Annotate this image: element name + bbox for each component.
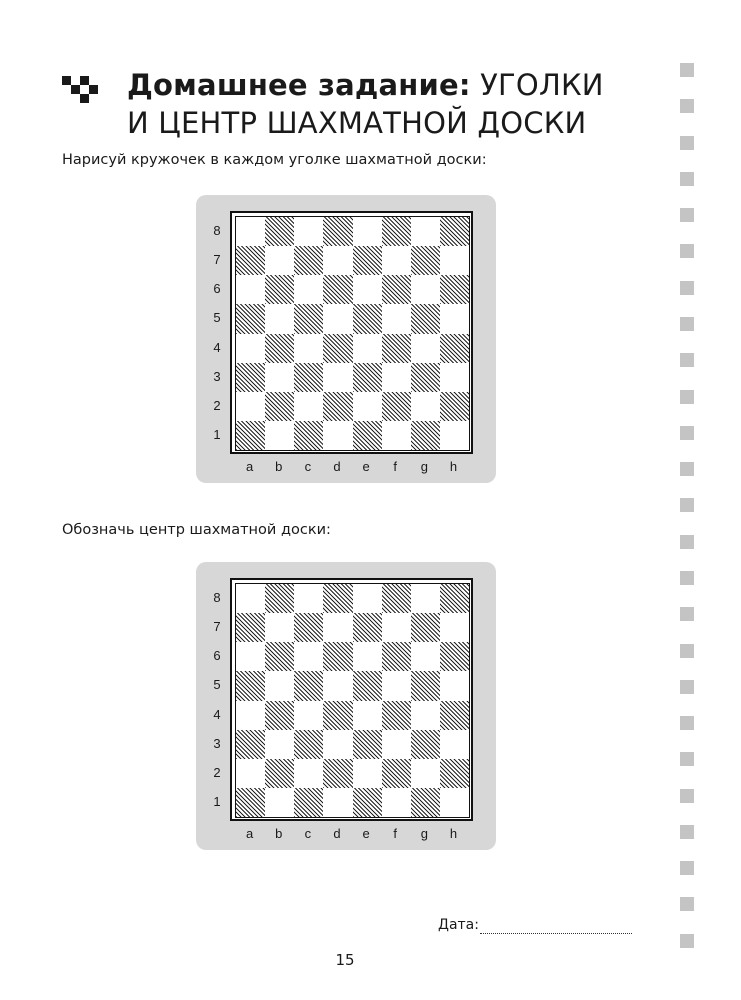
square-e1 bbox=[353, 788, 382, 817]
side-square bbox=[680, 680, 694, 694]
square-b7 bbox=[265, 246, 294, 275]
square-e1 bbox=[353, 421, 382, 450]
square-b6 bbox=[265, 275, 294, 304]
side-square bbox=[680, 390, 694, 404]
rank-label: 2 bbox=[213, 764, 221, 780]
square-h3 bbox=[440, 730, 469, 759]
side-square bbox=[680, 136, 694, 150]
square-e8 bbox=[353, 217, 382, 246]
side-square bbox=[680, 897, 694, 911]
square-b3 bbox=[265, 363, 294, 392]
square-d5 bbox=[323, 671, 352, 700]
square-g6 bbox=[411, 642, 440, 671]
file-labels bbox=[235, 457, 468, 475]
side-square bbox=[680, 353, 694, 367]
square-h1 bbox=[440, 421, 469, 450]
title-line1-rest: УГОЛКИ bbox=[480, 68, 604, 102]
file-label: d bbox=[333, 458, 341, 474]
square-b2 bbox=[265, 759, 294, 788]
square-d7 bbox=[323, 613, 352, 642]
square-h3 bbox=[440, 363, 469, 392]
square-d3 bbox=[323, 363, 352, 392]
side-square bbox=[680, 571, 694, 585]
square-c5 bbox=[294, 304, 323, 333]
file-label: g bbox=[420, 825, 428, 841]
chessboard-2 bbox=[196, 562, 496, 850]
square-g2 bbox=[411, 759, 440, 788]
file-label: f bbox=[393, 458, 397, 474]
checker-logo-icon bbox=[62, 76, 100, 104]
square-c6 bbox=[294, 642, 323, 671]
square-g2 bbox=[411, 392, 440, 421]
square-c6 bbox=[294, 275, 323, 304]
square-a5 bbox=[236, 671, 265, 700]
square-f6 bbox=[382, 275, 411, 304]
square-c8 bbox=[294, 584, 323, 613]
square-h8 bbox=[440, 217, 469, 246]
board-grid bbox=[235, 583, 470, 818]
square-h1 bbox=[440, 788, 469, 817]
rank-label: 1 bbox=[213, 793, 221, 809]
square-b2 bbox=[265, 392, 294, 421]
square-h4 bbox=[440, 701, 469, 730]
square-a1 bbox=[236, 788, 265, 817]
square-b5 bbox=[265, 671, 294, 700]
square-g7 bbox=[411, 613, 440, 642]
square-c3 bbox=[294, 730, 323, 759]
square-f2 bbox=[382, 759, 411, 788]
side-square bbox=[680, 861, 694, 875]
page-title bbox=[127, 66, 604, 142]
square-b1 bbox=[265, 788, 294, 817]
side-square bbox=[680, 426, 694, 440]
file-label: c bbox=[304, 825, 312, 841]
file-label: g bbox=[420, 458, 428, 474]
side-square bbox=[680, 208, 694, 222]
board-grid bbox=[235, 216, 470, 451]
rank-labels bbox=[210, 583, 224, 816]
square-a2 bbox=[236, 392, 265, 421]
file-label: e bbox=[362, 825, 370, 841]
square-c7 bbox=[294, 613, 323, 642]
square-g4 bbox=[411, 334, 440, 363]
square-d1 bbox=[323, 788, 352, 817]
square-a3 bbox=[236, 730, 265, 759]
square-c4 bbox=[294, 334, 323, 363]
square-a8 bbox=[236, 584, 265, 613]
square-e7 bbox=[353, 246, 382, 275]
side-square bbox=[680, 63, 694, 77]
square-f4 bbox=[382, 334, 411, 363]
side-square bbox=[680, 789, 694, 803]
side-square bbox=[680, 99, 694, 113]
file-labels bbox=[235, 824, 468, 842]
rank-label: 4 bbox=[213, 339, 221, 355]
task-1-instruction: Нарисуй кружочек в каждом уголке шахматной доски: bbox=[62, 152, 487, 168]
square-d1 bbox=[323, 421, 352, 450]
square-h7 bbox=[440, 246, 469, 275]
square-f1 bbox=[382, 421, 411, 450]
date-input-line[interactable] bbox=[480, 933, 632, 934]
square-d6 bbox=[323, 275, 352, 304]
square-h6 bbox=[440, 275, 469, 304]
side-square bbox=[680, 498, 694, 512]
square-a6 bbox=[236, 642, 265, 671]
side-square bbox=[680, 281, 694, 295]
square-g4 bbox=[411, 701, 440, 730]
square-a5 bbox=[236, 304, 265, 333]
file-label: a bbox=[245, 458, 254, 474]
square-f3 bbox=[382, 730, 411, 759]
square-f4 bbox=[382, 701, 411, 730]
file-label: h bbox=[449, 825, 458, 841]
rank-label: 3 bbox=[213, 735, 221, 751]
square-d4 bbox=[323, 334, 352, 363]
square-e4 bbox=[353, 701, 382, 730]
square-f6 bbox=[382, 642, 411, 671]
title-bold-part: Домашнее задание: bbox=[127, 68, 471, 102]
square-b5 bbox=[265, 304, 294, 333]
board-frame bbox=[230, 211, 473, 454]
square-d4 bbox=[323, 701, 352, 730]
square-b6 bbox=[265, 642, 294, 671]
square-d5 bbox=[323, 304, 352, 333]
side-square bbox=[680, 934, 694, 948]
side-square bbox=[680, 535, 694, 549]
square-e5 bbox=[353, 304, 382, 333]
side-square bbox=[680, 716, 694, 730]
square-c4 bbox=[294, 701, 323, 730]
square-d8 bbox=[323, 584, 352, 613]
square-g5 bbox=[411, 304, 440, 333]
square-a2 bbox=[236, 759, 265, 788]
rank-label: 1 bbox=[213, 426, 221, 442]
file-label: d bbox=[333, 825, 341, 841]
square-f8 bbox=[382, 584, 411, 613]
side-square bbox=[680, 752, 694, 766]
square-g8 bbox=[411, 217, 440, 246]
square-b8 bbox=[265, 584, 294, 613]
square-c3 bbox=[294, 363, 323, 392]
side-decoration-strip bbox=[680, 63, 694, 948]
square-g7 bbox=[411, 246, 440, 275]
file-label: e bbox=[362, 458, 370, 474]
square-h2 bbox=[440, 759, 469, 788]
square-d7 bbox=[323, 246, 352, 275]
square-h2 bbox=[440, 392, 469, 421]
file-label: h bbox=[449, 458, 458, 474]
square-e6 bbox=[353, 642, 382, 671]
square-d8 bbox=[323, 217, 352, 246]
square-d6 bbox=[323, 642, 352, 671]
square-h7 bbox=[440, 613, 469, 642]
file-label: b bbox=[275, 825, 283, 841]
square-g3 bbox=[411, 730, 440, 759]
square-d3 bbox=[323, 730, 352, 759]
square-a1 bbox=[236, 421, 265, 450]
task-2-instruction: Обозначь центр шахматной доски: bbox=[62, 522, 331, 538]
square-e3 bbox=[353, 363, 382, 392]
side-square bbox=[680, 644, 694, 658]
square-c8 bbox=[294, 217, 323, 246]
square-f5 bbox=[382, 671, 411, 700]
file-label: b bbox=[275, 458, 283, 474]
square-b4 bbox=[265, 334, 294, 363]
square-a7 bbox=[236, 613, 265, 642]
square-b7 bbox=[265, 613, 294, 642]
square-f2 bbox=[382, 392, 411, 421]
rank-label: 4 bbox=[213, 706, 221, 722]
square-c1 bbox=[294, 421, 323, 450]
rank-label: 5 bbox=[213, 310, 221, 326]
rank-label: 6 bbox=[213, 648, 221, 664]
square-g1 bbox=[411, 788, 440, 817]
square-b8 bbox=[265, 217, 294, 246]
square-h8 bbox=[440, 584, 469, 613]
square-a3 bbox=[236, 363, 265, 392]
square-g5 bbox=[411, 671, 440, 700]
square-g3 bbox=[411, 363, 440, 392]
square-c1 bbox=[294, 788, 323, 817]
square-g1 bbox=[411, 421, 440, 450]
square-e8 bbox=[353, 584, 382, 613]
date-label: Дата: bbox=[438, 917, 479, 933]
side-square bbox=[680, 244, 694, 258]
square-c7 bbox=[294, 246, 323, 275]
rank-label: 5 bbox=[213, 677, 221, 693]
rank-label: 6 bbox=[213, 281, 221, 297]
square-b4 bbox=[265, 701, 294, 730]
rank-label: 7 bbox=[213, 619, 221, 635]
square-a4 bbox=[236, 701, 265, 730]
square-h5 bbox=[440, 304, 469, 333]
square-a7 bbox=[236, 246, 265, 275]
square-g8 bbox=[411, 584, 440, 613]
file-label: f bbox=[393, 825, 397, 841]
square-f3 bbox=[382, 363, 411, 392]
square-d2 bbox=[323, 759, 352, 788]
square-h6 bbox=[440, 642, 469, 671]
side-square bbox=[680, 462, 694, 476]
square-d2 bbox=[323, 392, 352, 421]
square-e3 bbox=[353, 730, 382, 759]
square-f8 bbox=[382, 217, 411, 246]
file-label: a bbox=[245, 825, 254, 841]
rank-label: 2 bbox=[213, 397, 221, 413]
rank-label: 8 bbox=[213, 223, 221, 239]
square-a4 bbox=[236, 334, 265, 363]
square-h4 bbox=[440, 334, 469, 363]
square-g6 bbox=[411, 275, 440, 304]
rank-label: 8 bbox=[213, 590, 221, 606]
square-b1 bbox=[265, 421, 294, 450]
rank-label: 7 bbox=[213, 252, 221, 268]
square-h5 bbox=[440, 671, 469, 700]
side-square bbox=[680, 607, 694, 621]
page-number: 15 bbox=[335, 951, 355, 969]
file-label: c bbox=[304, 458, 312, 474]
chessboard-1 bbox=[196, 195, 496, 483]
square-e4 bbox=[353, 334, 382, 363]
square-c5 bbox=[294, 671, 323, 700]
square-e2 bbox=[353, 392, 382, 421]
side-square bbox=[680, 172, 694, 186]
square-f7 bbox=[382, 246, 411, 275]
title-line2: И ЦЕНТР ШАХМАТНОЙ ДОСКИ bbox=[127, 106, 587, 140]
square-e2 bbox=[353, 759, 382, 788]
square-e6 bbox=[353, 275, 382, 304]
board-frame bbox=[230, 578, 473, 821]
square-a6 bbox=[236, 275, 265, 304]
side-square bbox=[680, 317, 694, 331]
square-f5 bbox=[382, 304, 411, 333]
square-f7 bbox=[382, 613, 411, 642]
square-c2 bbox=[294, 392, 323, 421]
rank-label: 3 bbox=[213, 368, 221, 384]
square-a8 bbox=[236, 217, 265, 246]
square-c2 bbox=[294, 759, 323, 788]
square-e5 bbox=[353, 671, 382, 700]
square-e7 bbox=[353, 613, 382, 642]
square-b3 bbox=[265, 730, 294, 759]
side-square bbox=[680, 825, 694, 839]
square-f1 bbox=[382, 788, 411, 817]
rank-labels bbox=[210, 216, 224, 449]
